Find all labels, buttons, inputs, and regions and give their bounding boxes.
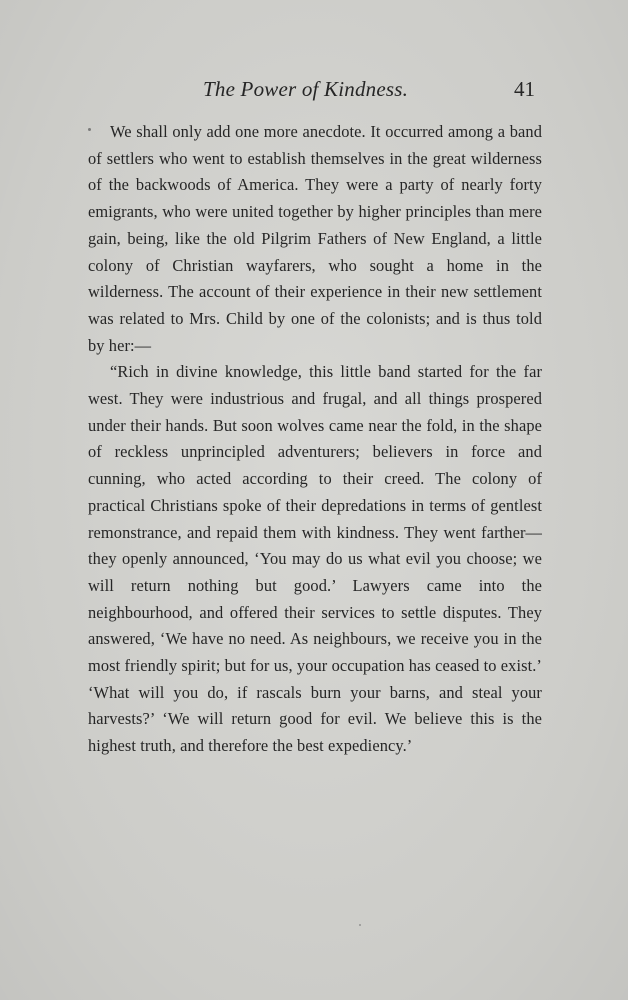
running-title: The Power of Kindness. — [203, 77, 409, 101]
page-number: 41 — [514, 77, 535, 101]
paragraph-quoted-account: “Rich in divine knowledge, this little band started for the far west. They were industrious and frugal, and all things prospered under their hands. But soon wolves came near the fold, in the shape of reckless unprincipled adventurers; believers in force and cunning, who acted according to their creed. The colony of practical Christians spoke of their depredations in terms of gentlest remonstrance, and repaid them with kindness. They went farther—they openly announced, ‘You may do us what evil you choose; we will return nothing but good.’ Lawyers came into the neighbourhood, and offered their services to settle disputes. They answered, ‘We have no need. As neighbours, we receive you in the most friendly spirit; but for us, your occupation has ceased to exist.’ ‘What will you do, if rascals burn your barns, and steal your harvests?’ ‘We will return good for evil. We believe this is the highest truth, and therefore the best expediency.’ — [88, 362, 542, 756]
paragraph-anecdote-intro: We shall only add one more anecdote. It occurred among a band of settlers who went to establish themselves in the great wilderness of the backwoods of America. They were a party of nearly forty emigrants, who were united together by higher principles than mere gain, being, like the old Pilgrim Fathers of New England, a little colony of Christian wayfarers, who sought a home in the wilderness. The account of their experience in their new settlement was related to Mrs. Child by one of the colonists; and is thus told by her:— — [88, 122, 542, 355]
body-text — [88, 119, 542, 760]
page-speck — [359, 924, 361, 926]
running-head — [0, 77, 628, 107]
